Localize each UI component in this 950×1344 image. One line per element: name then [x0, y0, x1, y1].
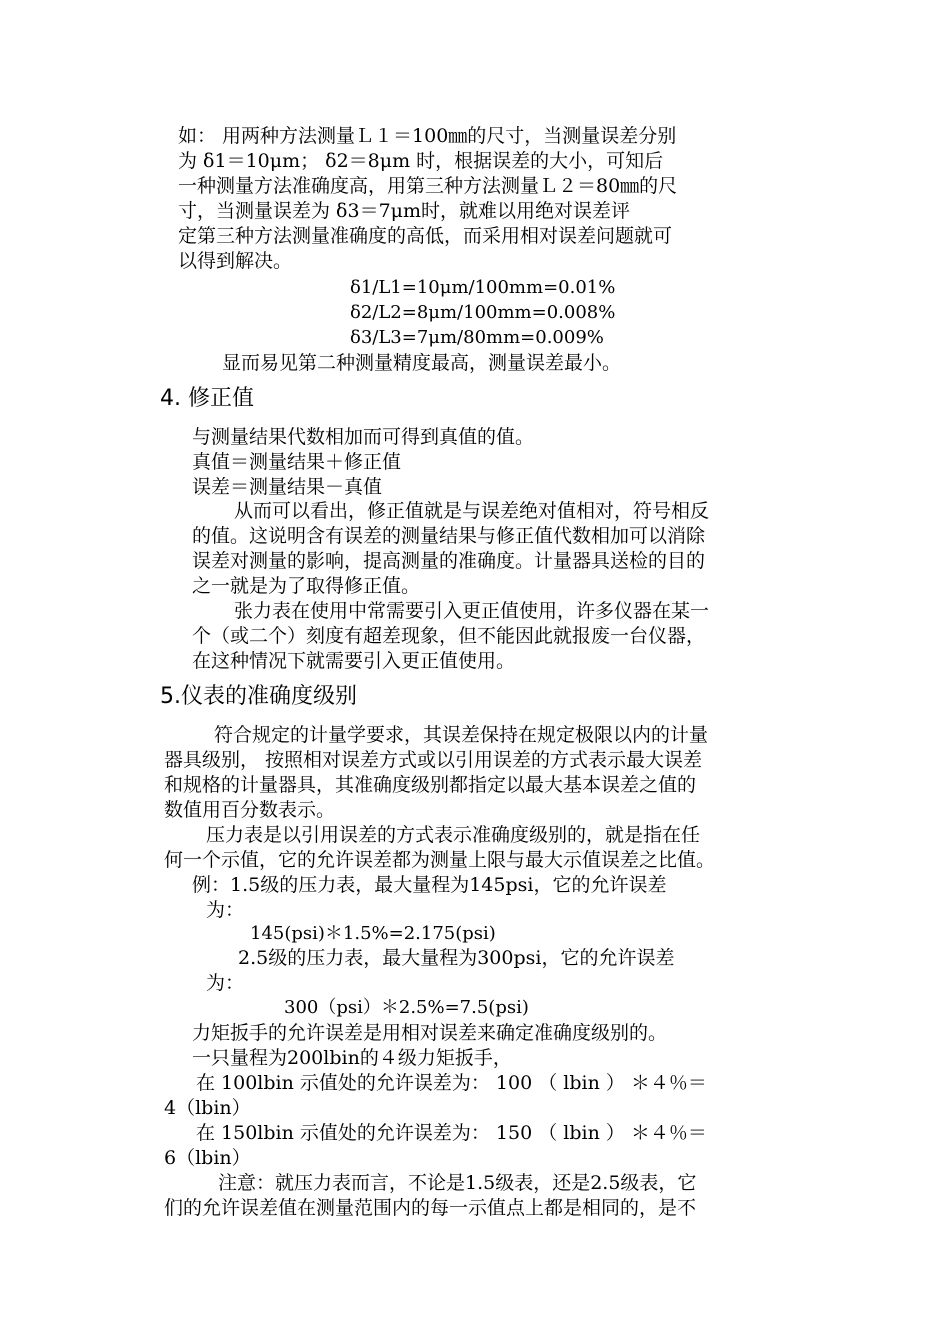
- note-line-1: 注意：就压力表而言，不论是1.5级表，还是2.5级表，它: [218, 1172, 697, 1194]
- section-4-heading: 4. 修正值: [160, 386, 254, 411]
- intro-line-5: 定第三种方法测量准确度的高低，而采用相对误差问题就可: [178, 225, 673, 247]
- section-4-line-1: 与测量结果代数相加而可得到真值的值。: [192, 426, 535, 448]
- section-5-p1-line-1: 符合规定的计量学要求，其误差保持在规定极限以内的计量: [214, 724, 709, 746]
- example-2-line: 2.5级的压力表，最大量程为300psi，它的允许误差: [238, 947, 675, 969]
- torque-line-4b: 6（lbin）: [164, 1147, 251, 1169]
- torque-line-1: 力矩扳手的允许误差是用相对误差来确定准确度级别的。: [192, 1022, 668, 1044]
- intro-line-4: 寸，当测量误差为 δ3＝7μm时，就难以用绝对误差评: [178, 200, 631, 222]
- section-4-line-2: 真值＝测量结果＋修正值: [192, 451, 402, 473]
- section-4-p2-line-1: 张力表在使用中常需要引入更正值使用，许多仪器在某一: [234, 600, 710, 622]
- intro-line-3: 一种测量方法准确度高，用第三种方法测量Ｌ２＝80㎜的尺: [178, 175, 678, 197]
- section-4-line-3: 误差＝测量结果－真值: [192, 476, 383, 498]
- example-2-wei: 为：: [206, 972, 245, 994]
- intro-line-1: 如： 用两种方法测量Ｌ１＝100㎜的尺寸，当测量误差分别: [178, 125, 677, 147]
- section-5-heading: 5.仪表的准确度级别: [160, 684, 357, 709]
- section-4-p1-line-3: 误差对测量的影响，提高测量的准确度。计量器具送检的目的: [192, 550, 706, 572]
- torque-line-3b: 4（lbin）: [164, 1097, 251, 1119]
- section-4-p2-line-2: 个（或二个）刻度有超差现象，但不能因此就报废一台仪器，: [192, 625, 706, 647]
- intro-line-2: 为 δ1＝10μm； δ2＝8μm 时，根据误差的大小，可知后: [178, 150, 664, 172]
- section-5-p1-line-3: 和规格的计量器具，其准确度级别都指定以最大基本误差之值的: [164, 774, 697, 796]
- formula-2: δ2/L2=8μm/100mm=0.008%: [350, 302, 616, 323]
- example-2-formula: 300（psi）＊2.5%=7.5(psi): [284, 997, 529, 1018]
- section-5-p2-line-2: 何一个示值，它的允许误差都为测量上限与最大示值误差之比值。: [164, 849, 716, 871]
- intro-line-6: 以得到解决。: [178, 250, 293, 272]
- formula-1: δ1/L1=10μm/100mm=0.01%: [350, 277, 616, 298]
- section-5-p1-line-4: 数值用百分数表示。: [164, 799, 336, 821]
- torque-line-3: 在 100lbin 示值处的允许误差为： 100 （ lbin ） ＊４％＝: [196, 1072, 707, 1094]
- example-1-line: 例：1.5级的压力表，最大量程为145psi，它的允许误差: [192, 874, 667, 896]
- section-4-p1-line-1: 从而可以看出，修正值就是与误差绝对值相对，符号相反: [234, 500, 710, 522]
- section-5-p2-line-1: 压力表是以引用误差的方式表示准确度级别的，就是指在任: [206, 824, 701, 846]
- example-1-wei: 为：: [206, 899, 245, 921]
- torque-line-2: 一只量程为200lbin的４级力矩扳手，: [192, 1047, 512, 1069]
- example-1-formula: 145(psi)＊1.5%=2.175(psi): [250, 923, 496, 944]
- section-4-p1-line-4: 之一就是为了取得修正值。: [192, 575, 421, 597]
- torque-line-4: 在 150lbin 示值处的允许误差为： 150 （ lbin ） ＊４％＝: [196, 1122, 707, 1144]
- section-4-p2-line-3: 在这种情况下就需要引入更正值使用。: [192, 650, 516, 672]
- section-4-p1-line-2: 的值。这说明含有误差的测量结果与修正值代数相加可以消除: [192, 525, 706, 547]
- section-5-p1-line-2: 器具级别， 按照相对误差方式或以引用误差的方式表示最大误差: [164, 749, 703, 771]
- formula-3: δ3/L3=7μm/80mm=0.009%: [350, 327, 604, 348]
- conclusion: 显而易见第二种测量精度最高，测量误差最小。: [222, 352, 622, 374]
- note-line-2: 们的允许误差值在测量范围内的每一示值点上都是相同的，是不: [164, 1197, 697, 1219]
